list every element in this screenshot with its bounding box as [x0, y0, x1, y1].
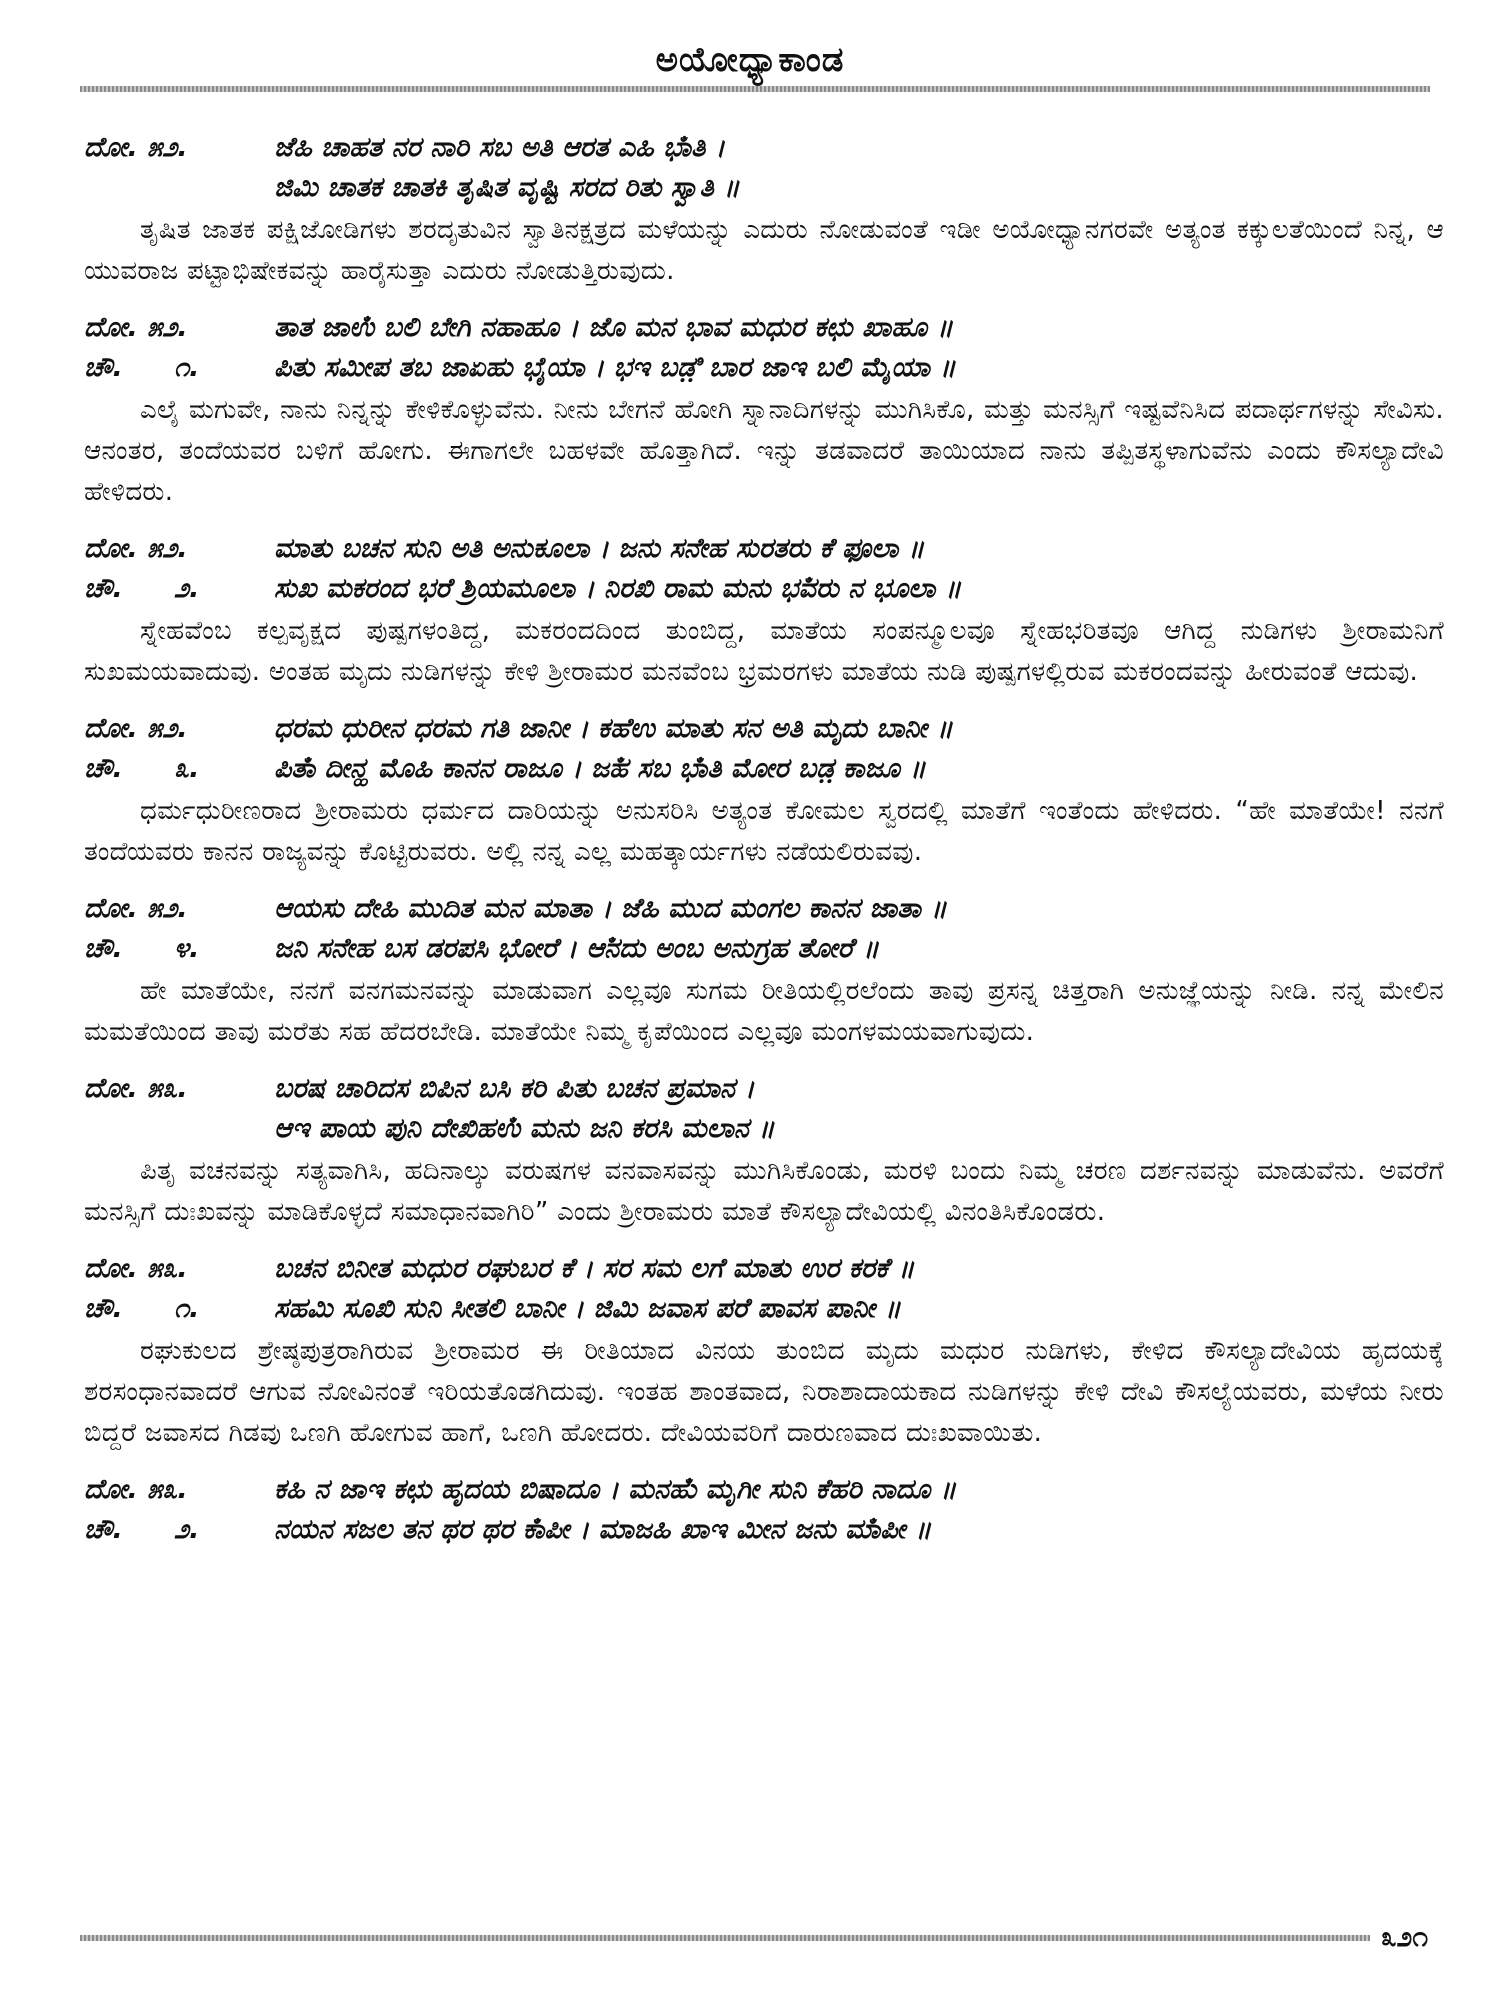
verse-line [84, 749, 1444, 789]
verse-text: ಬಚನ ಬಿನೀತ ಮಧುರ ರಘುಬರ ಕೆ । ಸರ ಸಮ ಲಗೆ ಮಾತು ಉರ ಕರಕೆ ॥ [274, 1253, 915, 1284]
verse-line [84, 128, 1444, 168]
verse-number: ೪. [174, 933, 200, 964]
verse-text: ಜಿಮಿ ಚಾತಕ ಚಾತಕಿ ತೃಷಿತ ವೃಷ್ಟಿ ಸರದ ರಿತು ಸ್ವಾತಿ ॥ [274, 172, 740, 203]
translation-paragraph: ಹೇ ಮಾತೆಯೇ, ನನಗೆ ವನಗಮನವನ್ನು ಮಾಡುವಾಗ ಎಲ್ಲವೂ ಸುಗಮ ರೀತಿಯಲ್ಲಿರಲೆಂದು ತಾವು ಪ್ರಸನ್ನ ಚಿತ್ತರಾಗಿ ಅನುಜ್ಞೆಯನ್ನು ನೀಡಿ. ನನ್ನ ಮೇಲಿನ ಮಮತೆಯಿಂದ ತಾವು ಮರೆತು ಸಹ ಹೆದರಬೇಡಿ. ಮಾತೆಯೇ ನಿಮ್ಮ ಕೃಪೆಯಿಂದ ಎಲ್ಲವೂ ಮಂಗಳಮಯವಾಗುವುದು. [84, 976, 1444, 1047]
verse-label: ದೋ. ೫೨. [84, 312, 188, 343]
verse-text: ಧರಮ ಧುರೀನ ಧರಮ ಗತಿ ಜಾನೀ । ಕಹೆಉ ಮಾತು ಸನ ಅತಿ ಮೃದು ಬಾನೀ ॥ [274, 713, 953, 744]
verse-label: ಚೌ. [84, 753, 123, 784]
verse-text: ಪಿತು ಸಮೀಪ ತಬ ಜಾಏಹು ಭೈಯಾ । ಭಇ ಬಡ಼ಿ ಬಾರ ಜಾಇ ಬಲಿ ಮೈಯಾ ॥ [274, 352, 956, 383]
verse-line [84, 1249, 1444, 1289]
verse-label: ಚೌ. [84, 1293, 123, 1324]
verse-line [84, 529, 1444, 569]
translation-paragraph: ಧರ್ಮಧುರೀಣರಾದ ಶ್ರೀರಾಮರು ಧರ್ಮದ ದಾರಿಯನ್ನು ಅನುಸರಿಸಿ ಅತ್ಯಂತ ಕೋಮಲ ಸ್ವರದಲ್ಲಿ ಮಾತೆಗೆ ಇಂತೆಂದು ಹೇಳಿದರು. “ಹೇ ಮಾತೆಯೇ! ನನಗೆ ತಂದೆಯವರು ಕಾನನ ರಾಜ್ಯವನ್ನು ಕೊಟ್ಟಿರುವರು. ಅಲ್ಲಿ ನನ್ನ ಎಲ್ಲ ಮಹತ್ಕಾರ್ಯಗಳು ನಡೆಯಲಿರುವವು. [84, 796, 1444, 867]
verse-text: ಆಇ ಪಾಯ ಪುನಿ ದೇಖಿಹಉಁ ಮನು ಜನಿ ಕರಸಿ ಮಲಾನ ॥ [274, 1113, 775, 1144]
translation-paragraph: ಎಲೈ ಮಗುವೇ, ನಾನು ನಿನ್ನನ್ನು ಕೇಳಿಕೊಳ್ಳುವೆನು. ನೀನು ಬೇಗನೆ ಹೋಗಿ ಸ್ನಾನಾದಿಗಳನ್ನು ಮುಗಿಸಿಕೊ, ಮತ್ತು ಮನಸ್ಸಿಗೆ ಇಷ್ಟವೆನಿಸಿದ ಪದಾರ್ಥಗಳನ್ನು ಸೇವಿಸು. ಆನಂತರ, ತಂದೆಯವರ ಬಳಿಗೆ ಹೋಗು. ಈಗಾಗಲೇ ಬಹಳವೇ ಹೊತ್ತಾಗಿದೆ. ಇನ್ನು ತಡವಾದರೆ ತಾಯಿಯಾದ ನಾನು ತಪ್ಪಿತಸ್ಥಳಾಗುವೆನು ಎಂದು ಕೌಸಲ್ಯಾದೇವಿ ಹೇಳಿದರು. [84, 395, 1444, 507]
header-divider [80, 86, 1430, 92]
page-title: ಅಯೋಧ್ಯಾಕಾಂಡ [655, 40, 845, 80]
verse-text: ಪಿತಾಁ ದೀನ್ಹ ಮೊಹಿ ಕಾನನ ರಾಜೂ । ಜಹಁ ಸಬ ಭಾಁತಿ ಮೋರ ಬಡ಼ ಕಾಜೂ ॥ [274, 753, 926, 784]
verse-text: ಕಹಿ ನ ಜಾಇ ಕಛು ಹೃದಯ ಬಿಷಾದೂ । ಮನಹುಁ ಮೃಗೀ ಸುನಿ ಕೆಹರಿ ನಾದೂ ॥ [274, 1474, 957, 1505]
verse-block [84, 709, 1444, 873]
verse-number: ೨. [174, 573, 200, 604]
verse-text: ಜನಿ ಸನೇಹ ಬಸ ಡರಪಸಿ ಭೋರೆ । ಆನಁದು ಅಂಬ ಅನುಗ್ರಹ ತೋರೆ ॥ [274, 933, 879, 964]
verse-line [84, 1470, 1444, 1510]
verse-text: ತಾತ ಜಾಉಁ ಬಲಿ ಬೇಗಿ ನಹಾಹೂ । ಜೊ ಮನ ಭಾವ ಮಧುರ ಕಛು ಖಾಹೂ ॥ [274, 312, 954, 343]
verse-label: ದೋ. ೫೩. [84, 1073, 188, 1104]
verse-number: ೧. [174, 352, 200, 383]
translation-paragraph: ರಘುಕುಲದ ಶ್ರೇಷ್ಠಪುತ್ರರಾಗಿರುವ ಶ್ರೀರಾಮರ ಈ ರೀತಿಯಾದ ವಿನಯ ತುಂಬಿದ ಮೃದು ಮಧುರ ನುಡಿಗಳು, ಕೇಳಿದ ಕೌಸಲ್ಯಾದೇವಿಯ ಹೃದಯಕ್ಕೆ ಶರಸಂಧಾನವಾದರೆ ಆಗುವ ನೋವಿನಂತೆ ಇರಿಯತೊಡಗಿದುವು. ಇಂತಹ ಶಾಂತವಾದ, ನಿರಾಶಾದಾಯಕಾದ ನುಡಿಗಳನ್ನು ಕೇಳಿ ದೇವಿ ಕೌಸಲ್ಯೆಯವರು, ಮಳೆಯ ನೀರು ಬಿದ್ದರೆ ಜವಾಸದ ಗಿಡವು ಒಣಗಿ ಹೋಗುವ ಹಾಗೆ, ಒಣಗಿ ಹೋದರು. ದೇವಿಯವರಿಗೆ ದಾರುಣವಾದ ದುಃಖವಾಯಿತು. [84, 1336, 1444, 1448]
verse-text: ಜೆಹಿ ಚಾಹತ ನರ ನಾರಿ ಸಬ ಅತಿ ಆರತ ಎಹಿ ಭಾಁತಿ । [274, 132, 726, 163]
verse-label: ದೋ. ೫೩. [84, 1474, 188, 1505]
verse-line [84, 569, 1444, 609]
verse-line [84, 168, 1444, 208]
verse-label: ದೋ. ೫೨. [84, 132, 188, 163]
footer-divider [80, 1935, 1370, 1941]
verse-block [84, 1069, 1444, 1233]
verse-number: ೩. [174, 753, 200, 784]
verse-line [84, 1289, 1444, 1329]
translation-paragraph: ಪಿತೃ ವಚನವನ್ನು ಸತ್ಯವಾಗಿಸಿ, ಹದಿನಾಲ್ಕು ವರುಷಗಳ ವನವಾಸವನ್ನು ಮುಗಿಸಿಕೊಂಡು, ಮರಳಿ ಬಂದು ನಿಮ್ಮ ಚರಣ ದರ್ಶನವನ್ನು ಮಾಡುವೆನು. ಅವರೆಗೆ ಮನಸ್ಸಿಗೆ ದುಃಖವನ್ನು ಮಾಡಿಕೊಳ್ಳದೆ ಸಮಾಧಾನವಾಗಿರಿ” ಎಂದು ಶ್ರೀರಾಮರು ಮಾತೆ ಕೌಸಲ್ಯಾದೇವಿಯಲ್ಲಿ ವಿನಂತಿಸಿಕೊಂಡರು. [84, 1156, 1444, 1227]
verse-line [84, 1510, 1444, 1550]
verse-label: ದೋ. ೫೩. [84, 1253, 188, 1284]
verse-block [84, 308, 1444, 513]
verse-block [84, 128, 1444, 292]
verse-text: ಮಾತು ಬಚನ ಸುನಿ ಅತಿ ಅನುಕೂಲಾ । ಜನು ಸನೇಹ ಸುರತರು ಕೆ ಫೂಲಾ ॥ [274, 533, 925, 564]
verse-line [84, 929, 1444, 969]
verse-text: ಬರಷ ಚಾರಿದಸ ಬಿಪಿನ ಬಸಿ ಕರಿ ಪಿತು ಬಚನ ಪ್ರಮಾನ । [274, 1073, 755, 1104]
verse-label: ಚೌ. [84, 573, 123, 604]
verse-line [84, 1069, 1444, 1109]
verse-line [84, 348, 1444, 388]
verse-text: ನಯನ ಸಜಲ ತನ ಥರ ಥರ ಕಾಁಪೀ । ಮಾಜಹಿ ಖಾಇ ಮೀನ ಜನು ಮಾಁಪೀ ॥ [274, 1514, 932, 1545]
verse-block [84, 529, 1444, 693]
verse-line [84, 889, 1444, 929]
verse-line [84, 308, 1444, 348]
translation-paragraph: ತೃಷಿತ ಜಾತಕ ಪಕ್ಷಿಜೋಡಿಗಳು ಶರದೃತುವಿನ ಸ್ವಾತಿನಕ್ಷತ್ರದ ಮಳೆಯನ್ನು ಎದುರು ನೋಡುವಂತೆ ಇಡೀ ಅಯೋಧ್ಯಾನಗರವೇ ಅತ್ಯಂತ ಕಕ್ಕುಲತೆಯಿಂದೆ ನಿನ್ನ, ಆ ಯುವರಾಜ ಪಟ್ಟಾಭಿಷೇಕವನ್ನು ಹಾರೈಸುತ್ತಾ ಎದುರು ನೋಡುತ್ತಿರುವುದು. [84, 215, 1444, 286]
verse-label: ದೋ. ೫೨. [84, 713, 188, 744]
verse-number: ೨. [174, 1514, 200, 1545]
verse-line [84, 709, 1444, 749]
verse-number: ೧. [174, 1293, 200, 1324]
verse-label: ಚೌ. [84, 1514, 123, 1545]
verse-text: ಆಯಸು ದೇಹಿ ಮುದಿತ ಮನ ಮಾತಾ । ಜೆಹಿ ಮುದ ಮಂಗಲ ಕಾನನ ಜಾತಾ ॥ [274, 893, 947, 924]
verse-label: ದೋ. ೫೨. [84, 893, 188, 924]
page-number: ೩೨೧ [1380, 1920, 1428, 1953]
translation-paragraph: ಸ್ನೇಹವೆಂಬ ಕಲ್ಪವೃಕ್ಷದ ಪುಷ್ಪಗಳಂತಿದ್ದ, ಮಕರಂದದಿಂದ ತುಂಬಿದ್ದ, ಮಾತೆಯ ಸಂಪನ್ಮೂಲವೂ ಸ್ನೇಹಭರಿತವೂ ಆಗಿದ್ದ ನುಡಿಗಳು ಶ್ರೀರಾಮನಿಗೆ ಸುಖಮಯವಾದುವು. ಅಂತಹ ಮೃದು ನುಡಿಗಳನ್ನು ಕೇಳಿ ಶ್ರೀರಾಮರ ಮನವೆಂಬ ಭ್ರಮರಗಳು ಮಾತೆಯ ನುಡಿ ಪುಷ್ಪಗಳಲ್ಲಿರುವ ಮಕರಂದವನ್ನು ಹೀರುವಂತೆ ಆದುವು. [84, 616, 1444, 687]
verse-text: ಸುಖ ಮಕರಂದ ಭರೆ ಶ್ರಿಯಮೂಲಾ । ನಿರಖಿ ರಾಮ ಮನು ಭವಁರು ನ ಭೂಲಾ ॥ [274, 573, 962, 604]
verse-block [84, 889, 1444, 1053]
verse-block [84, 1470, 1444, 1550]
verse-block [84, 1249, 1444, 1454]
verse-label: ದೋ. ೫೨. [84, 533, 188, 564]
verse-label: ಚೌ. [84, 352, 123, 383]
verse-label: ಚೌ. [84, 933, 123, 964]
page-content [84, 128, 1444, 1550]
verse-text: ಸಹಮಿ ಸೂಖಿ ಸುನಿ ಸೀತಲಿ ಬಾನೀ । ಜಿಮಿ ಜವಾಸ ಪರೆ ಪಾವಸ ಪಾನೀ ॥ [274, 1293, 901, 1324]
verse-line [84, 1109, 1444, 1149]
